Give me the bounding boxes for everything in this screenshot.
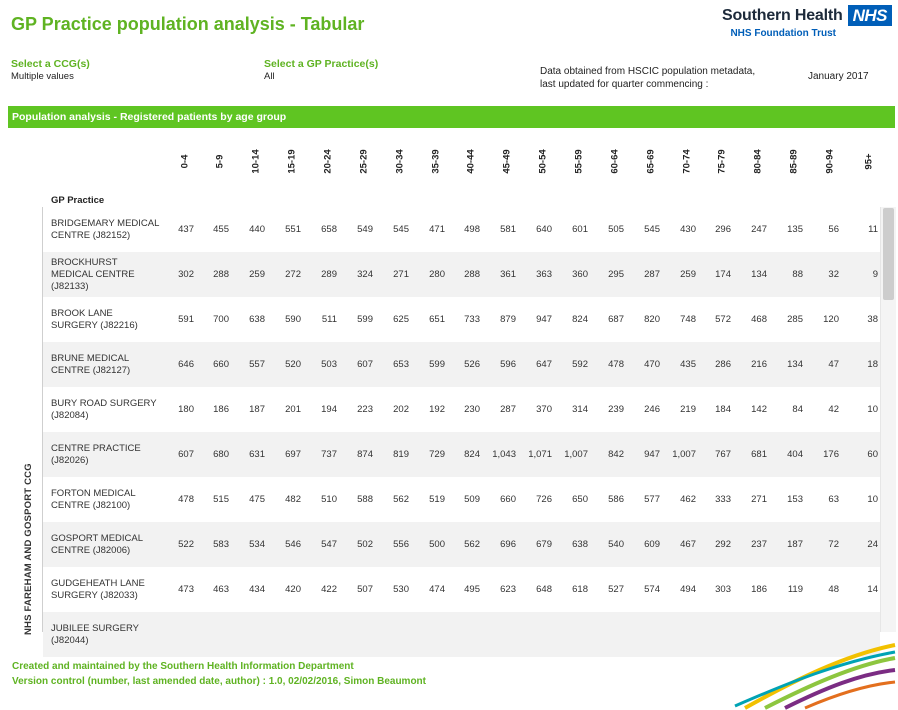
table-cell: 271 — [393, 269, 409, 280]
table-cell: 733 — [464, 314, 480, 325]
table-cell — [405, 612, 445, 657]
table-cell: 601 — [572, 224, 588, 235]
age-group-header: 40-44 — [465, 149, 477, 174]
footer-credit: Created and maintained by the Southern Health Information Department — [12, 661, 354, 672]
table-cell: 434 — [249, 584, 265, 595]
table-cell: 562 — [464, 539, 480, 550]
table-cell: 650 — [572, 494, 588, 505]
table-cell — [189, 612, 229, 657]
table-cell — [333, 612, 373, 657]
age-group-header: 45-49 — [501, 149, 513, 174]
table-cell: 32 — [828, 269, 839, 280]
table-cell — [225, 612, 265, 657]
age-group-header: 30-34 — [394, 149, 406, 174]
table-cell: 547 — [321, 539, 337, 550]
table-cell: 540 — [608, 539, 624, 550]
table-cell: 296 — [715, 224, 731, 235]
age-group-header: 55-59 — [573, 149, 585, 174]
age-group-header: 75-79 — [716, 149, 728, 174]
table-cell: 247 — [751, 224, 767, 235]
table-cell: 455 — [213, 224, 229, 235]
table-cell: 556 — [393, 539, 409, 550]
data-note-line1: Data obtained from HSCIC population metadata, — [540, 66, 756, 77]
table-cell: 142 — [751, 404, 767, 415]
table-cell: 202 — [393, 404, 409, 415]
table-cell: 237 — [751, 539, 767, 550]
age-group-header: 90-94 — [824, 149, 836, 174]
table-cell: 38 — [867, 314, 878, 325]
logo-name: Southern Health — [722, 6, 843, 24]
table-cell: 18 — [867, 359, 878, 370]
table-cell: 363 — [536, 269, 552, 280]
table-row[interactable] — [43, 477, 880, 522]
table-cell: 186 — [751, 584, 767, 595]
table-cell: 631 — [249, 449, 265, 460]
table-cell: 289 — [321, 269, 337, 280]
nhs-logo: NHS — [848, 5, 892, 26]
practice-filter-value[interactable]: All — [264, 71, 275, 82]
table-cell: 370 — [536, 404, 552, 415]
table-cell: 609 — [644, 539, 660, 550]
age-group-header: 25-29 — [358, 149, 370, 174]
table-cell: 478 — [178, 494, 194, 505]
table-cell: 272 — [285, 269, 301, 280]
table-cell: 583 — [213, 539, 229, 550]
table-cell: 120 — [823, 314, 839, 325]
table-cell: 24 — [867, 539, 878, 550]
table-cell: 468 — [751, 314, 767, 325]
table-cell: 10 — [867, 404, 878, 415]
table-cell: 292 — [715, 539, 731, 550]
table-cell: 646 — [178, 359, 194, 370]
age-group-header: 65-69 — [645, 149, 657, 174]
table-cell: 430 — [680, 224, 696, 235]
table-cell: 647 — [536, 359, 552, 370]
table-cell: 534 — [249, 539, 265, 550]
ccg-filter-label: Select a CCG(s) — [11, 58, 90, 70]
table-cell — [369, 612, 409, 657]
ccg-filter-value[interactable]: Multiple values — [11, 71, 74, 82]
table-cell: 259 — [680, 269, 696, 280]
table-cell: 507 — [357, 584, 373, 595]
table-cell: 72 — [828, 539, 839, 550]
table-cell: 473 — [178, 584, 194, 595]
table-cell: 824 — [464, 449, 480, 460]
table-cell: 729 — [429, 449, 445, 460]
table-cell: 586 — [608, 494, 624, 505]
table-cell: 246 — [644, 404, 660, 415]
table-cell: 11 — [868, 224, 878, 235]
table-cell: 697 — [285, 449, 301, 460]
table-cell: 503 — [321, 359, 337, 370]
table-cell: 879 — [500, 314, 516, 325]
age-group-header: 5-9 — [214, 154, 226, 169]
age-group-header: 10-14 — [250, 149, 262, 174]
table-cell: 314 — [572, 404, 588, 415]
table-cell: 223 — [357, 404, 373, 415]
logo-subtitle: NHS Foundation Trust — [730, 28, 836, 39]
table-cell: 422 — [321, 584, 337, 595]
table-cell: 591 — [178, 314, 194, 325]
table-cell: 660 — [213, 359, 229, 370]
table-cell: 522 — [178, 539, 194, 550]
table-cell — [154, 612, 194, 657]
table-cell: 56 — [828, 224, 839, 235]
table-cell: 509 — [464, 494, 480, 505]
table-cell: 947 — [536, 314, 552, 325]
table-cell: 498 — [464, 224, 480, 235]
table-cell: 135 — [787, 224, 803, 235]
age-group-header: 15-19 — [286, 149, 298, 174]
table-cell: 239 — [608, 404, 624, 415]
table-cell: 302 — [178, 269, 194, 280]
age-group-header: 95+ — [863, 153, 875, 170]
table-cell: 947 — [644, 449, 660, 460]
table-cell: 842 — [608, 449, 624, 460]
table-cell: 592 — [572, 359, 588, 370]
table-cell: 660 — [500, 494, 516, 505]
table-cell: 700 — [213, 314, 229, 325]
table-cell: 192 — [429, 404, 445, 415]
practice-filter[interactable] — [264, 58, 378, 82]
age-group-header: 50-54 — [537, 149, 549, 174]
table-cell: 590 — [285, 314, 301, 325]
table-cell: 599 — [357, 314, 373, 325]
table-cell: 63 — [828, 494, 839, 505]
table-cell: 527 — [608, 584, 624, 595]
table-cell: 286 — [715, 359, 731, 370]
table-cell: 174 — [715, 269, 731, 280]
practice-name: BURY ROAD SURGERY (J82084) — [51, 397, 157, 421]
table-cell: 194 — [321, 404, 337, 415]
gp-practice-column-header: GP Practice — [51, 195, 105, 206]
practice-name: BROCKHURST MEDICAL CENTRE (J82133) — [51, 256, 135, 292]
practice-name: JUBILEE SURGERY (J82044) — [51, 622, 139, 646]
table-cell: 187 — [249, 404, 265, 415]
table-cell: 687 — [608, 314, 624, 325]
table-cell: 607 — [178, 449, 194, 460]
data-date: January 2017 — [808, 71, 869, 82]
table-row[interactable] — [43, 567, 880, 612]
table-cell: 153 — [787, 494, 803, 505]
age-group-header: 0-4 — [179, 154, 191, 169]
table-cell: 47 — [828, 359, 839, 370]
table-cell: 285 — [787, 314, 803, 325]
table-cell: 48 — [828, 584, 839, 595]
table-cell: 10 — [867, 494, 878, 505]
table-cell: 737 — [321, 449, 337, 460]
table-cell: 510 — [321, 494, 337, 505]
table-cell: 437 — [178, 224, 194, 235]
table-cell: 1,007 — [672, 449, 696, 460]
section-title-bar: Population analysis - Registered patients by age group — [8, 106, 895, 128]
table-cell: 519 — [429, 494, 445, 505]
table-cell — [512, 612, 552, 657]
table-cell: 640 — [536, 224, 552, 235]
age-group-header: 35-39 — [430, 149, 442, 174]
page-title: GP Practice population analysis - Tabular — [11, 14, 365, 34]
table-cell: 596 — [500, 359, 516, 370]
table-cell: 303 — [715, 584, 731, 595]
table-cell — [440, 612, 480, 657]
table-cell: 288 — [213, 269, 229, 280]
table-cell: 88 — [792, 269, 803, 280]
table-cell: 134 — [751, 269, 767, 280]
table-cell: 295 — [608, 269, 624, 280]
table-cell: 511 — [321, 314, 337, 325]
age-group-header: 85-89 — [788, 149, 800, 174]
table-row[interactable] — [43, 297, 880, 342]
table-cell: 726 — [536, 494, 552, 505]
table-cell: 180 — [178, 404, 194, 415]
table-cell: 651 — [429, 314, 445, 325]
table-cell: 545 — [644, 224, 660, 235]
data-note-line2: last updated for quarter commencing : — [540, 79, 709, 90]
table-cell — [584, 612, 624, 657]
table-cell: 288 — [464, 269, 480, 280]
age-group-header: 80-84 — [752, 149, 764, 174]
table-cell — [691, 612, 731, 657]
practice-name: GOSPORT MEDICAL CENTRE (J82006) — [51, 532, 143, 556]
table-cell: 588 — [357, 494, 373, 505]
table-cell: 551 — [285, 224, 301, 235]
table-cell: 562 — [393, 494, 409, 505]
table-cell — [476, 612, 516, 657]
table-cell: 819 — [393, 449, 409, 460]
table-cell: 502 — [357, 539, 373, 550]
table-cell: 467 — [680, 539, 696, 550]
table-cell: 572 — [715, 314, 731, 325]
table-cell: 607 — [357, 359, 373, 370]
table-cell: 462 — [680, 494, 696, 505]
table-cell: 1,043 — [492, 449, 516, 460]
table-cell: 271 — [751, 494, 767, 505]
table-cell: 658 — [321, 224, 337, 235]
table-cell: 530 — [393, 584, 409, 595]
table-cell: 14 — [867, 584, 878, 595]
table-cell: 574 — [644, 584, 660, 595]
table-cell: 287 — [644, 269, 660, 280]
table-scrollbar[interactable] — [880, 207, 896, 632]
table-cell: 361 — [500, 269, 516, 280]
table-cell: 230 — [464, 404, 480, 415]
table-cell — [620, 612, 660, 657]
practice-name: BRUNE MEDICAL CENTRE (J82127) — [51, 352, 131, 376]
table-cell: 435 — [680, 359, 696, 370]
age-group-header: 60-64 — [609, 149, 621, 174]
table-cell: 186 — [213, 404, 229, 415]
decorative-swoosh-graphic — [735, 640, 895, 708]
age-group-header: 20-24 — [322, 149, 334, 174]
table-cell: 824 — [572, 314, 588, 325]
age-group-header: 70-74 — [681, 149, 693, 174]
table-cell: 549 — [357, 224, 373, 235]
table-cell — [656, 612, 696, 657]
table-cell: 9 — [872, 269, 878, 280]
table-cell: 618 — [572, 584, 588, 595]
table-cell: 471 — [429, 224, 445, 235]
table-cell: 42 — [828, 404, 839, 415]
table-cell: 324 — [357, 269, 373, 280]
table-row[interactable] — [43, 342, 880, 387]
practice-name: BRIDGEMARY MEDICAL CENTRE (J82152) — [51, 217, 160, 241]
table-cell: 638 — [572, 539, 588, 550]
table-cell: 119 — [787, 584, 803, 595]
footer-version: Version control (number, last amended date, author) : 1.0, 02/02/2016, Simon Beaumont — [12, 676, 426, 687]
table-cell: 681 — [751, 449, 767, 460]
table-cell: 515 — [213, 494, 229, 505]
table-cell: 184 — [715, 404, 731, 415]
table-cell: 478 — [608, 359, 624, 370]
table-cell: 134 — [787, 359, 803, 370]
table-cell: 500 — [429, 539, 445, 550]
table-cell: 280 — [429, 269, 445, 280]
table-cell: 495 — [464, 584, 480, 595]
table-cell: 470 — [644, 359, 660, 370]
table-cell: 748 — [680, 314, 696, 325]
table-cell: 599 — [429, 359, 445, 370]
table-row[interactable] — [43, 387, 880, 432]
practice-name: CENTRE PRACTICE (J82026) — [51, 442, 141, 466]
table-cell — [297, 612, 337, 657]
table-cell: 623 — [500, 584, 516, 595]
table-cell: 581 — [500, 224, 516, 235]
table-cell: 520 — [285, 359, 301, 370]
table-cell: 505 — [608, 224, 624, 235]
table-cell: 201 — [285, 404, 301, 415]
table-cell: 546 — [285, 539, 301, 550]
table-cell: 1,071 — [528, 449, 552, 460]
table-row[interactable] — [43, 252, 880, 297]
table-cell: 219 — [680, 404, 696, 415]
table-cell: 463 — [213, 584, 229, 595]
practice-name: FORTON MEDICAL CENTRE (J82100) — [51, 487, 136, 511]
table-row[interactable] — [43, 207, 880, 252]
table-cell: 475 — [249, 494, 265, 505]
table-cell: 874 — [357, 449, 373, 460]
scrollbar-thumb[interactable] — [883, 208, 894, 300]
practice-name: BROOK LANE SURGERY (J82216) — [51, 307, 138, 331]
table-cell — [261, 612, 301, 657]
data-source-note — [540, 65, 790, 91]
table-cell: 420 — [285, 584, 301, 595]
table-cell: 404 — [787, 449, 803, 460]
table-cell: 820 — [644, 314, 660, 325]
table-cell: 176 — [823, 449, 839, 460]
table-cell: 680 — [213, 449, 229, 460]
ccg-filter[interactable] — [11, 58, 90, 82]
table-row[interactable] — [43, 432, 880, 477]
southern-health-logo — [722, 5, 892, 39]
table-cell: 557 — [249, 359, 265, 370]
ccg-row-label: NHS FAREHAM AND GOSPORT CCG — [23, 463, 34, 635]
table-cell: 84 — [792, 404, 803, 415]
table-cell — [548, 612, 588, 657]
table-cell: 625 — [393, 314, 409, 325]
table-cell: 767 — [715, 449, 731, 460]
table-cell: 577 — [644, 494, 660, 505]
table-cell: 440 — [249, 224, 265, 235]
table-cell: 1,007 — [564, 449, 588, 460]
table-cell: 494 — [680, 584, 696, 595]
table-cell: 653 — [393, 359, 409, 370]
table-cell: 360 — [572, 269, 588, 280]
table-cell: 216 — [751, 359, 767, 370]
table-cell: 482 — [285, 494, 301, 505]
table-cell: 333 — [715, 494, 731, 505]
table-cell: 474 — [429, 584, 445, 595]
table-cell: 648 — [536, 584, 552, 595]
table-cell: 287 — [500, 404, 516, 415]
table-cell: 545 — [393, 224, 409, 235]
table-cell: 696 — [500, 539, 516, 550]
population-table[interactable] — [18, 207, 880, 646]
table-cell: 679 — [536, 539, 552, 550]
table-cell: 259 — [249, 269, 265, 280]
table-cell: 638 — [249, 314, 265, 325]
table-cell: 60 — [867, 449, 878, 460]
practice-filter-label: Select a GP Practice(s) — [264, 58, 379, 70]
table-cell: 187 — [787, 539, 803, 550]
table-cell: 526 — [464, 359, 480, 370]
practice-name: GUDGEHEATH LANE SURGERY (J82033) — [51, 577, 145, 601]
table-row[interactable] — [43, 522, 880, 567]
